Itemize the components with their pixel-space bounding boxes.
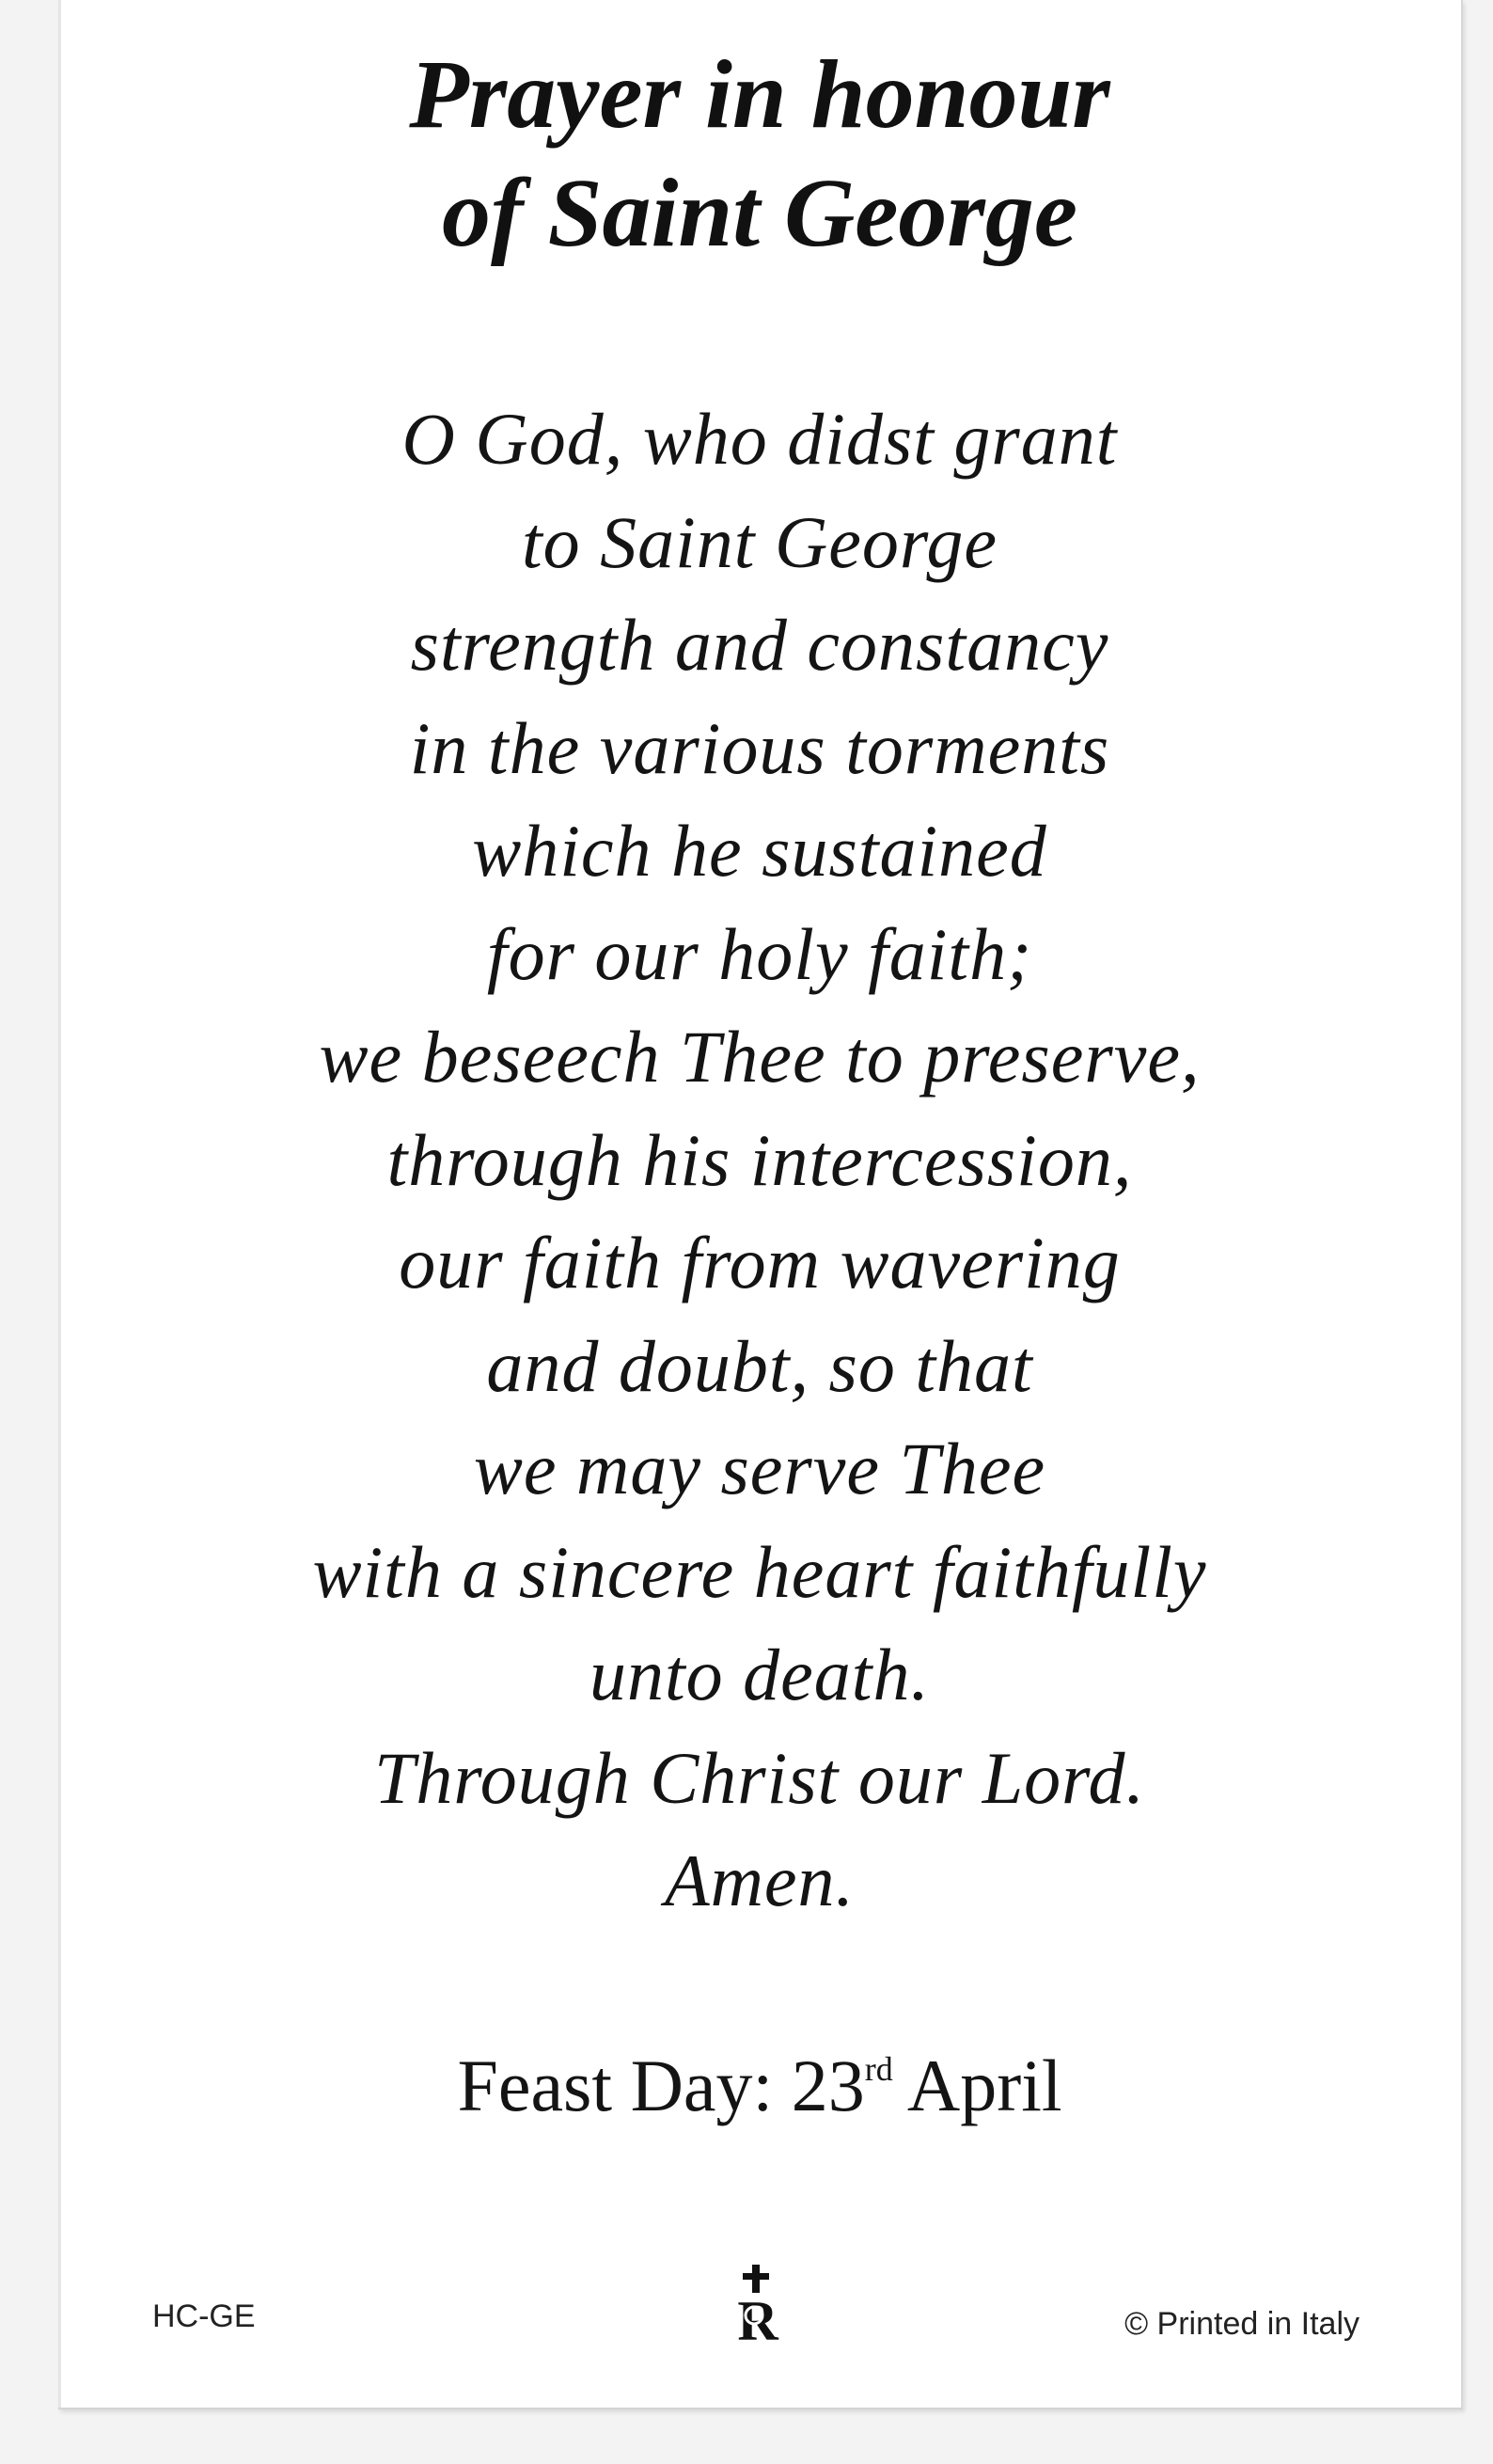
prayer-line: unto death. [589, 1634, 930, 1715]
prayer-line: we may serve Thee [473, 1428, 1046, 1509]
feast-day-month: April [892, 2045, 1062, 2126]
prayer-line: and doubt, so that [486, 1324, 1033, 1407]
prayer-line: through his intercession, [386, 1118, 1133, 1201]
prayer-card [58, 0, 1463, 2409]
title-line-2: of Saint George [442, 159, 1077, 267]
title-line-1: Prayer in honour [409, 40, 1110, 149]
publisher-cross-logo-icon [725, 2265, 791, 2349]
feast-day-ordinal: rd [864, 2050, 893, 2088]
prayer-line: O God, who didst grant [401, 398, 1118, 480]
prayer-line: Amen. [664, 1840, 856, 1921]
feast-day [58, 2039, 1461, 2133]
prayer-line: which he sustained [472, 810, 1047, 892]
prayer-line: to Saint George [521, 500, 998, 583]
prayer-title [58, 36, 1461, 273]
printed-in-italy: © Printed in Italy [1124, 2306, 1359, 2342]
prayer-line: with a sincere heart faithfully [312, 1530, 1207, 1613]
prayer-line: our faith from wavering [399, 1222, 1121, 1303]
prayer-line: for our holy faith; [486, 912, 1033, 995]
prayer-line: in the various torments [409, 706, 1110, 789]
product-code: HC-GE [152, 2298, 256, 2334]
prayer-text [58, 387, 1461, 1933]
prayer-line: Through Christ our Lord. [373, 1736, 1146, 1819]
prayer-line: strength and constancy [410, 604, 1109, 686]
feast-day-label: Feast Day: 23 [457, 2045, 865, 2126]
svg-text:R: R [737, 2290, 778, 2349]
prayer-line: we beseech Thee to preserve, [319, 1016, 1201, 1098]
